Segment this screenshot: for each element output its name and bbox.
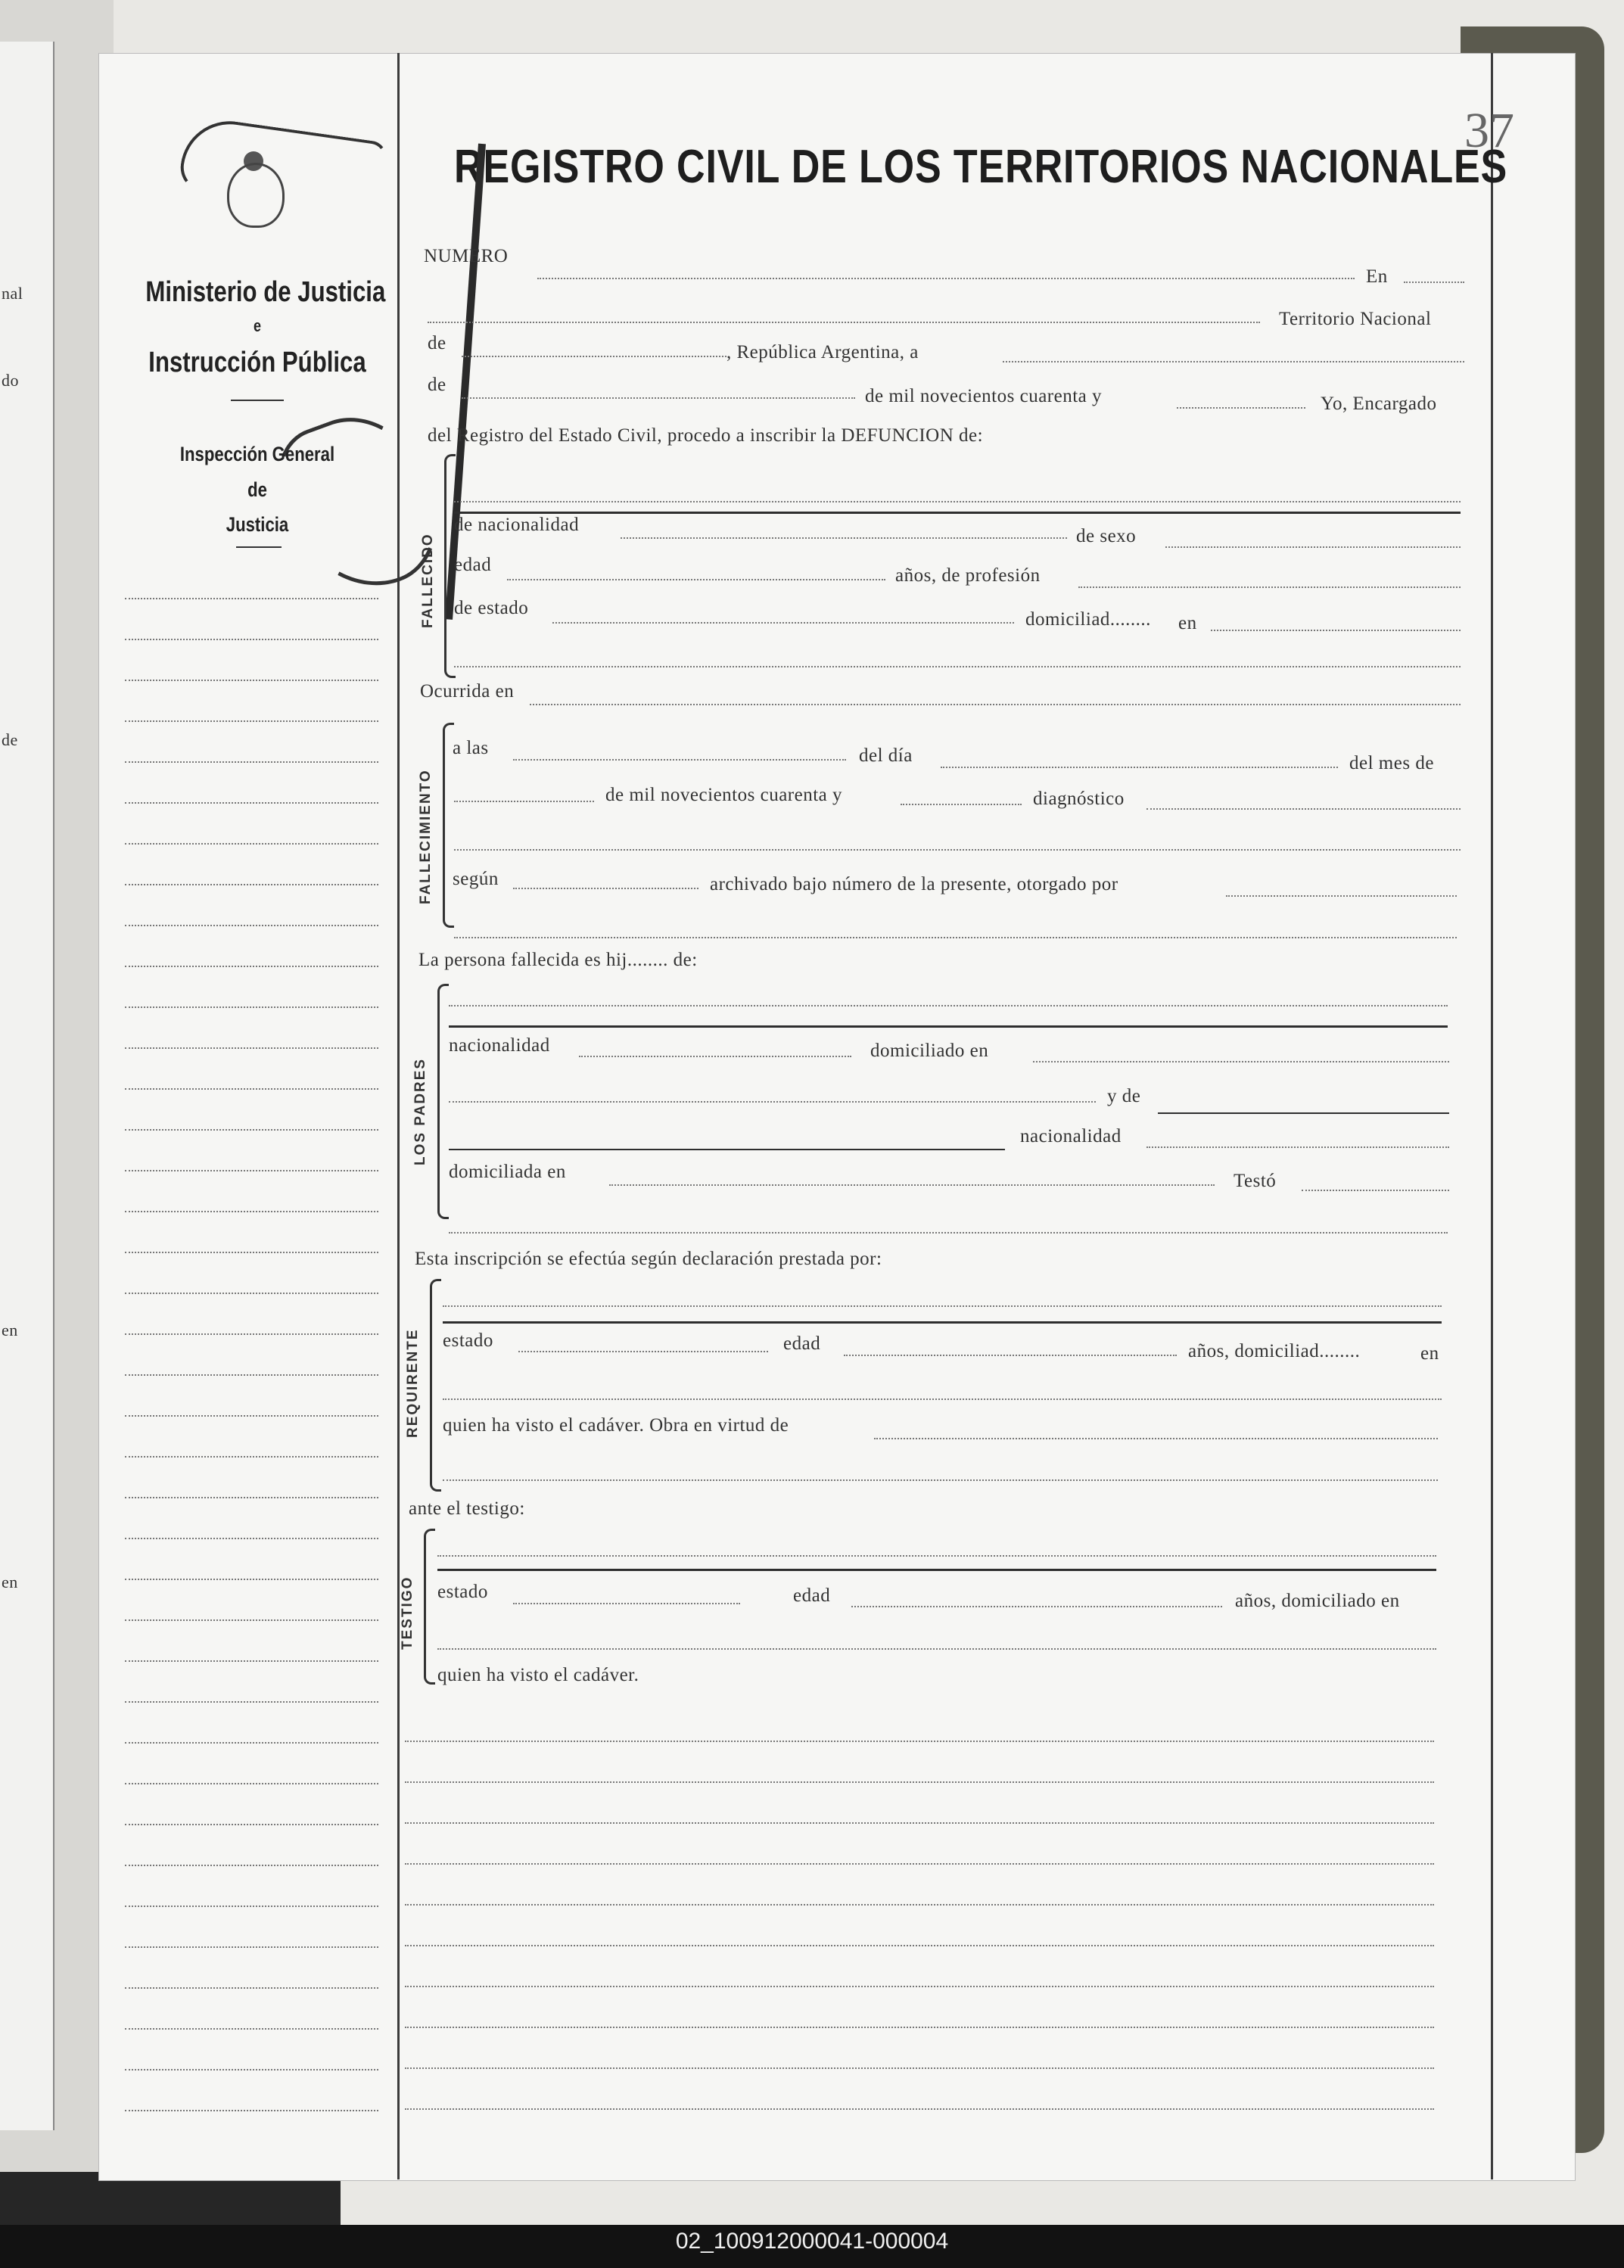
margin-line[interactable] — [125, 598, 378, 599]
testigo-name-rule — [437, 1569, 1436, 1571]
del-mes-label: del mes de — [1349, 753, 1434, 773]
edad-label: edad — [454, 555, 492, 575]
notes-line[interactable] — [405, 1904, 1434, 1906]
margin-line[interactable] — [125, 925, 378, 926]
padre-domicilio-continuation[interactable] — [449, 1101, 1096, 1103]
notes-line[interactable] — [405, 1781, 1434, 1783]
registro-text: del Registro del Estado Civil, procedo a inscribir la DEFUNCION de: — [428, 425, 984, 446]
margin-line[interactable] — [125, 1946, 378, 1948]
margin-line[interactable] — [125, 1456, 378, 1458]
requirente-name-rule — [443, 1321, 1442, 1324]
requirente-edad-label: edad — [783, 1333, 821, 1354]
notes-line[interactable] — [405, 1863, 1434, 1865]
testigo-estado-field[interactable] — [513, 1603, 740, 1604]
margin-line[interactable] — [125, 1374, 378, 1376]
prev-page-fragment: en — [2, 1573, 18, 1591]
dia-field[interactable] — [941, 767, 1338, 768]
padre-nacionalidad-label: nacionalidad — [449, 1035, 550, 1056]
testo-field[interactable] — [1302, 1190, 1449, 1191]
padres-side-label: LOS PADRES — [412, 1057, 428, 1165]
margin-line[interactable] — [125, 761, 378, 763]
requirente-anos-label: años, domiciliad........ — [1188, 1341, 1361, 1361]
padre-domicilio-field[interactable] — [1033, 1061, 1449, 1062]
en-label: En — [1366, 266, 1388, 287]
notes-line[interactable] — [405, 2067, 1434, 2069]
testo-label: Testó — [1234, 1171, 1277, 1191]
otorgado-continuation[interactable] — [454, 937, 1457, 938]
margin-line[interactable] — [125, 1538, 378, 1539]
margin-line[interactable] — [125, 1660, 378, 1662]
territorio-label: Territorio Nacional — [1279, 309, 1432, 329]
margin-line[interactable] — [125, 2110, 378, 2111]
margin-line[interactable] — [125, 1047, 378, 1049]
notes-line[interactable] — [405, 1945, 1434, 1946]
notes-line[interactable] — [405, 1741, 1434, 1742]
madre-domiciliada-label: domiciliada en — [449, 1162, 566, 1182]
page-title: REGISTRO CIVIL DE LOS TERRITORIOS NACIONALES — [454, 141, 1508, 193]
margin-line[interactable] — [125, 1293, 378, 1294]
padres-continuation[interactable] — [449, 1232, 1448, 1234]
otorgado-field[interactable] — [1226, 895, 1457, 897]
requirente-name-field[interactable] — [443, 1305, 1442, 1307]
testigo-bracket — [424, 1529, 435, 1685]
year-label: de mil novecientos cuarenta y — [865, 386, 1102, 406]
national-crest-icon — [227, 163, 285, 228]
margin-line[interactable] — [125, 1579, 378, 1580]
margin-line[interactable] — [125, 1987, 378, 1989]
ministry-divider — [231, 400, 284, 401]
testigo-edad-field[interactable] — [851, 1606, 1222, 1607]
de2-label: de — [428, 375, 446, 395]
testigo-estado-label: estado — [437, 1582, 488, 1602]
encargado-label: Yo, Encargado — [1321, 394, 1437, 414]
madre-name-continuation[interactable] — [449, 1149, 1005, 1150]
margin-line[interactable] — [125, 639, 378, 640]
numero-field[interactable] — [537, 278, 1355, 279]
nacionalidad-field[interactable] — [621, 537, 1067, 539]
territory-name-field[interactable] — [462, 356, 726, 357]
testigo-edad-label: edad — [793, 1585, 831, 1606]
declaracion-label: Esta inscripción se efectúa según declaración prestada por: — [415, 1249, 882, 1269]
margin-line[interactable] — [125, 884, 378, 885]
notes-line[interactable] — [405, 1986, 1434, 1987]
notes-line[interactable] — [405, 2108, 1434, 2110]
padres-bracket — [437, 984, 449, 1219]
margin-line[interactable] — [125, 1906, 378, 1907]
margin-line[interactable] — [125, 1252, 378, 1253]
margin-line[interactable] — [125, 1701, 378, 1703]
margin-line[interactable] — [125, 1824, 378, 1825]
ministry-line3: Instrucción Pública — [148, 347, 366, 378]
edad-field[interactable] — [507, 579, 885, 580]
prev-page-fragment: en — [2, 1321, 18, 1339]
requirente-side-label: REQUIRENTE — [405, 1328, 421, 1438]
fallecimiento-side-label: FALLECIMIENTO — [418, 769, 434, 904]
madre-domicilio-field[interactable] — [609, 1184, 1215, 1186]
testigo-anos-label: años, domiciliado en — [1235, 1591, 1400, 1611]
domicilio-continuation[interactable] — [454, 666, 1461, 667]
archivado-label: archivado bajo número de la presente, otorgado por — [710, 874, 1118, 894]
profesion-label: años, de profesión — [895, 565, 1041, 586]
margin-line[interactable] — [125, 2069, 378, 2070]
inspection-line3: Justicia — [226, 513, 289, 536]
place-field[interactable] — [428, 322, 1260, 323]
sexo-field[interactable] — [1165, 546, 1461, 548]
padre-name-rule — [449, 1025, 1448, 1028]
prev-page-fragment: do — [2, 371, 19, 390]
date-field[interactable] — [1003, 361, 1464, 362]
requirente-domicilio-field[interactable] — [443, 1398, 1442, 1400]
margin-line[interactable] — [125, 802, 378, 804]
mes-field[interactable] — [454, 801, 594, 802]
margin-line[interactable] — [125, 1865, 378, 1866]
prev-page-fragment: de — [2, 730, 18, 749]
margin-line[interactable] — [125, 966, 378, 967]
deceased-name-rule — [454, 512, 1461, 514]
ocurrida-field[interactable] — [530, 704, 1461, 705]
dark-background-strip — [0, 2172, 341, 2232]
a-las-label: a las — [453, 738, 489, 758]
anio-label: de mil novecientos cuarenta y — [605, 785, 842, 805]
margin-line[interactable] — [125, 1211, 378, 1212]
padre-domiciliado-label: domiciliado en — [870, 1041, 989, 1061]
deceased-name-field[interactable] — [454, 501, 1461, 502]
y-de-label: y de — [1107, 1086, 1141, 1106]
requirente-quien-label: quien ha visto el cadáver. Obra en virtud de — [443, 1415, 789, 1436]
month-field[interactable] — [462, 397, 855, 399]
inspection-line2: de — [247, 478, 267, 501]
diagnostico-continuation[interactable] — [454, 849, 1461, 851]
madre-name-rule[interactable] — [1158, 1112, 1449, 1114]
image-identifier: 02_100912000041-000004 — [675, 2229, 949, 2254]
segun-field[interactable] — [513, 888, 698, 889]
margin-line[interactable] — [125, 720, 378, 722]
madre-nacionalidad-field[interactable] — [1146, 1146, 1449, 1148]
de-label: de — [428, 333, 446, 353]
sexo-label: de sexo — [1076, 526, 1137, 546]
anio-field[interactable] — [901, 804, 1022, 805]
nacionalidad-label: de nacionalidad — [454, 515, 580, 535]
en-field[interactable] — [1404, 282, 1464, 283]
margin-line[interactable] — [125, 843, 378, 845]
margin-line[interactable] — [125, 1088, 378, 1090]
republica-label: , República Argentina, a — [726, 342, 919, 362]
requirente-bracket — [430, 1279, 441, 1492]
testigo-side-label: TESTIGO — [400, 1576, 415, 1650]
del-dia-label: del día — [859, 745, 913, 766]
estado-label: de estado — [454, 598, 529, 618]
page-number: 37 — [1464, 103, 1514, 158]
diagnostico-field[interactable] — [1146, 808, 1461, 810]
margin-line[interactable] — [125, 2028, 378, 2030]
margin-line[interactable] — [125, 1497, 378, 1498]
inspection-line1: Inspección General — [179, 443, 335, 465]
margin-line[interactable] — [125, 1006, 378, 1008]
testigo-name-field[interactable] — [437, 1555, 1436, 1557]
prev-page-fragment: nal — [2, 284, 23, 303]
requirente-edad-field[interactable] — [844, 1355, 1177, 1356]
margin-line[interactable] — [125, 1415, 378, 1417]
requirente-obra-field[interactable] — [874, 1438, 1438, 1439]
domicilio-field[interactable] — [1211, 630, 1461, 631]
requirente-en-label: en — [1420, 1343, 1439, 1364]
numero-label: NUMERO — [424, 246, 509, 266]
testigo-quien-label: quien ha visto el cadáver. — [437, 1665, 639, 1685]
margin-line[interactable] — [125, 1619, 378, 1621]
diagnostico-label: diagnóstico — [1033, 789, 1125, 809]
margin-line[interactable] — [125, 1129, 378, 1131]
hora-field[interactable] — [513, 759, 846, 761]
segun-label: según — [453, 869, 499, 889]
profesion-field[interactable] — [1078, 586, 1461, 588]
estado-field[interactable] — [552, 622, 1014, 624]
padre-name-field[interactable] — [449, 1005, 1448, 1006]
madre-nacionalidad-label: nacionalidad — [1020, 1126, 1122, 1146]
hijo-label: La persona fallecida es hij........ de: — [418, 950, 698, 970]
previous-page-edge — [0, 42, 54, 2130]
fallecido-side-label: FALLECIDO — [420, 533, 436, 628]
requirente-continuation[interactable] — [443, 1479, 1438, 1481]
margin-line[interactable] — [125, 1333, 378, 1335]
margin-line[interactable] — [125, 1783, 378, 1784]
right-rule — [1491, 53, 1493, 2179]
year-field[interactable] — [1177, 407, 1305, 409]
ministry-line2: e — [253, 316, 262, 335]
ocurrida-label: Ocurrida en — [420, 681, 515, 702]
domiciliado-label: domiciliad........ — [1025, 609, 1151, 630]
margin-line[interactable] — [125, 1742, 378, 1744]
ante-testigo-label: ante el testigo: — [409, 1498, 525, 1519]
notes-line[interactable] — [405, 1822, 1434, 1824]
domicilio-en-label: en — [1178, 613, 1197, 633]
margin-line[interactable] — [125, 1170, 378, 1171]
padre-nacionalidad-field[interactable] — [579, 1056, 851, 1057]
ministry-line1: Ministerio de Justicia — [145, 276, 386, 308]
testigo-domicilio-field[interactable] — [437, 1648, 1436, 1650]
inspection-divider — [236, 546, 282, 548]
requirente-estado-label: estado — [443, 1330, 493, 1351]
margin-line[interactable] — [125, 680, 378, 681]
requirente-estado-field[interactable] — [518, 1351, 768, 1352]
notes-line[interactable] — [405, 2027, 1434, 2028]
